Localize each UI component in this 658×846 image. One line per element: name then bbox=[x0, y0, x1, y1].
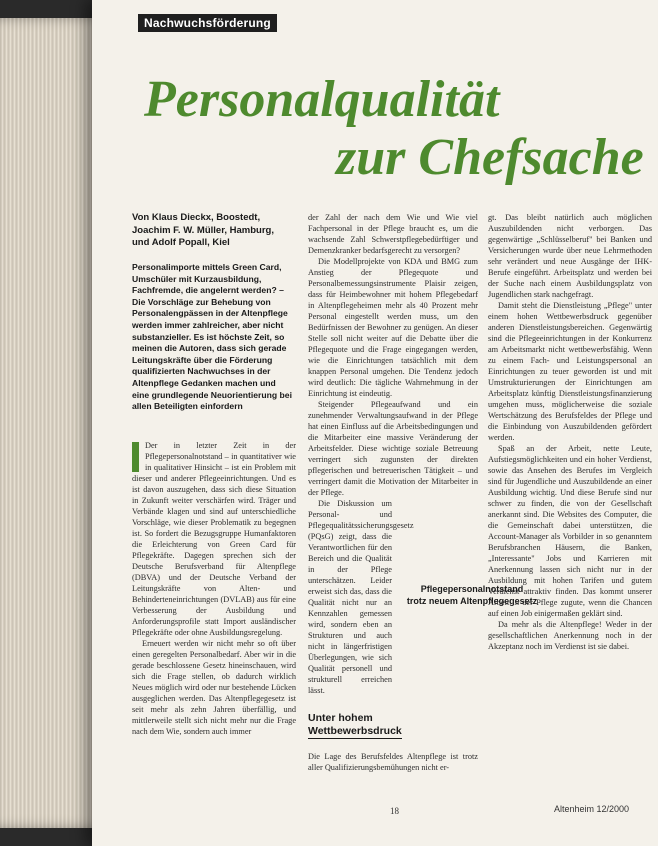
author-line: Von Klaus Dieckx, Boostedt, bbox=[132, 212, 261, 223]
subheading-line: Unter hohem bbox=[308, 712, 373, 724]
author-line: Joachim F. W. Müller, Hamburg, bbox=[132, 224, 274, 236]
body-paragraph: Da mehr als die Altenpflege! Weder in der gesellschaftlichen Anerkennung noch in der Akzeptanz noch im Verdienst ist sie dabei. bbox=[488, 620, 652, 651]
issue-footer: Altenheim 12/2000 bbox=[554, 804, 630, 814]
body-paragraph: Steigender Pflegeaufwand und ein zunehmender Verwaltungsaufwand in der Pflege hat einen Einfluss auf die Arbeitsbedingungen und die Mitarbeiter eine massive Veränderung der Arbeitsfelder. Diese wichtige soziale Betreuung verringert sich zugunsten der direkten pflegerischen und betreuerischen Tätigkeit – und verringert damit die Motivation der Mitarbeiter in der Pflege. bbox=[308, 400, 478, 497]
magazine-page bbox=[92, 0, 658, 846]
body-paragraph: Die Modellprojekte von KDA und BMG zum Anstieg der Pflegequote und Personalbemessungsinstrumente Plaisir zeigen, dass für Heimbewohner mit hohem Pflegebedarf in Altenpflegeheimen mehr als 40 Prozent mehr Personal eingestellt werden muss, um den Bedürfnissen der Bewohner zu genügen. An dieser Stelle soll nicht weiter auf die Debatte über die Pflegequote und die Frage eingegangen werden, wie die Einrichtungen tatsächlich mit dem knappen Personal umgehen. Die Tendenz jedoch wird deutlich: Die tägliche Wahrnehmung in der Einrichtung ist eindeutig. bbox=[308, 257, 478, 398]
body-paragraph: Der in letzter Zeit in der Pflegepersonalnotstand – in quantitativer wie in qualitativer Hinsicht – ist ein Problem mit dieser und anderer Pflegeeinrichtungen. Und es ist davon auszugehen, dass sich diese Situation in Zukunft weiter verschärfen wird. Träger und Verbände klagen und sind auf unterschiedliche Vorschläge, wie dieser Problematik zu begegnen ist. So fordert die Bezugsgruppe Humanfaktoren die Erleichterung von Green Card für Pflegekräfte. Dagegen sprechen sich der Deutsche Berufsverband für Altenpflege (DBVA) und der Deutsche Verband der Leitungskräfte von Alten- und Behinderteneinrichtungen (DVLAB) aus für eine Verbesserung der Ausbildung und Anforderungsprofile statt Import ausländischer Pflegekräfte oder ohne Ausbildungsregelung. bbox=[132, 441, 296, 637]
body-column-1 bbox=[132, 440, 296, 737]
drop-cap-bar bbox=[132, 442, 139, 472]
section-rubric: Nachwuchsförderung bbox=[138, 14, 277, 32]
subheading-line: Wettbewerbsdruck bbox=[308, 725, 402, 737]
section-subheading bbox=[308, 712, 478, 773]
pull-quote-line: Pflegepersonalnotstand bbox=[420, 584, 524, 594]
body-paragraph: Spaß an der Arbeit, nette Leute, Aufstiegsmöglichkeiten und ein hoher Verdienst, sowie das Ansehen des Berufes im Vergleich sind für Jugendliche und Auszubildende an einer Ausbildung wichtig. Und diese Berufe sind nur schwer zu finden, die von der Gesellschaft anerkannt sind. Die Websites des Computer, die die Gemeinschaft dabei unterstützen, die Account-Manager als Vorbilder in so genanntem Berufsbranchen Häusern, die Banken, „Interessante" Jobs und Karrieren mit Anerkennung lassen sich nicht nur in der Ausbildung mit hohen Tarifen und gutem Verdienst attraktiv finden. Das kommt unserer Arbeit in der Pflege zugute, wenn die Chancen auf einen Job einigermaßen geklärt sind. bbox=[488, 444, 652, 618]
author-byline bbox=[132, 212, 294, 250]
body-column-3 bbox=[488, 212, 652, 652]
author-line: und Adolf Popall, Kiel bbox=[132, 237, 230, 248]
page-number: 18 bbox=[390, 806, 399, 816]
body-paragraph: Die Lage des Berufsfeldes Altenpflege ist trotz aller Qualifizierungsbemühungen nicht er- bbox=[308, 752, 478, 772]
lead-paragraph: Personalimporte mittels Green Card, Umschüler mit Kurzausbildung, Fachfremde, die angelernt werden? – Die Vorschläge zur Behebung von Personalengpässen in der Altenpflege werden immer zahlreicher, aber nicht substanzieller. Es ist höchste Zeit, so meinen die Autoren, dass sich gerade Leitungskräfte über die Förderung qualifizierten Nachwuchses in der Altenpflege Gedanken machen und eine grundlegende Neuorientierung bei allen Beteiligten einfordern bbox=[132, 262, 292, 412]
body-paragraph: Erneuert werden wir nicht mehr so oft über einen geregelten Personalbedarf. Aber wir in die gerade beschlossene Gesetz hineinschauen, wird sich die Frage stellen, ob dadurch wirklich Neues möglich wird oder nur bestehende Lücken ausgeglichen werden. Das Altenpflegegesetz ist seit mehr als zehn Jahren überfällig, und mittlerweile stellt sich nicht mehr nur die Frage nach dem Wie, sondern auch immer bbox=[132, 639, 296, 736]
pull-quote-line: trotz neuem Altenpflegegesetz bbox=[406, 595, 538, 606]
body-paragraph: Damit steht die Dienstleistung „Pflege" unter einem hohen Wettbewerbsdruck gegenüber anderen Dienstleistungsbereichen. Gegenwärtig sind die Pflegeeinrichtungen in der Konkurrenz am Arbeitsmarkt nicht wettbewerbsfähig. Wenn zu einem Fach- und Leistungspersonal an Einrichtungen zu teuer geworden ist und mit Umstrukturierungen der Einrichtungen am Arbeitsplatz künftig Dienstleistungsfinanzierung umgehen muss, möglicherweise die soziale Wertschätzung des Berufsfeldes der Pflege und die Einbindung von Auszubildenden gefördert werden. bbox=[488, 301, 652, 442]
body-paragraph: gt. Das bleibt natürlich auch möglichen Auszubildenden nicht verborgen. Das gegenwärtige „Schlüsselberuf" bei Banken und Versicherungen wurde über neue Lehrmethoden sehr verändert und neue Ausgänge der IHK-Berufe eingeführt. Arbeitsplatz und werden bei der Suche nach einem Ausbildungsplatz von Jugendlichen stark nachgefragt. bbox=[488, 213, 652, 299]
body-paragraph: der Zahl der nach dem Wie und Wie viel Fachpersonal in der Pflege braucht es, um die wachsende Zahl Schwerstpflegebedürftiger und Demenzkranker bedarfsgerecht zu versorgen? bbox=[308, 213, 478, 255]
body-paragraph: Die Diskussion um Personal- und Pflegequalitätssicherungsgesetz (PQsG) zeigt, dass die Verantwortlichen für den Bereich und die Qualität in der Pflege unterschätzen. Leider erweist sich das, dass die Qualität nicht nur an Kennzahlen gemessen wird, sondern eben an Strukturen und auch nicht in längerfristigen Überlegungen, wie sich Qualität personell und strukturell erreichen lässt. bbox=[308, 499, 414, 695]
title-line-1: Personalqualität bbox=[144, 71, 500, 128]
title-line-2: zur Chefsache bbox=[336, 129, 644, 186]
body-column-2 bbox=[308, 212, 478, 696]
